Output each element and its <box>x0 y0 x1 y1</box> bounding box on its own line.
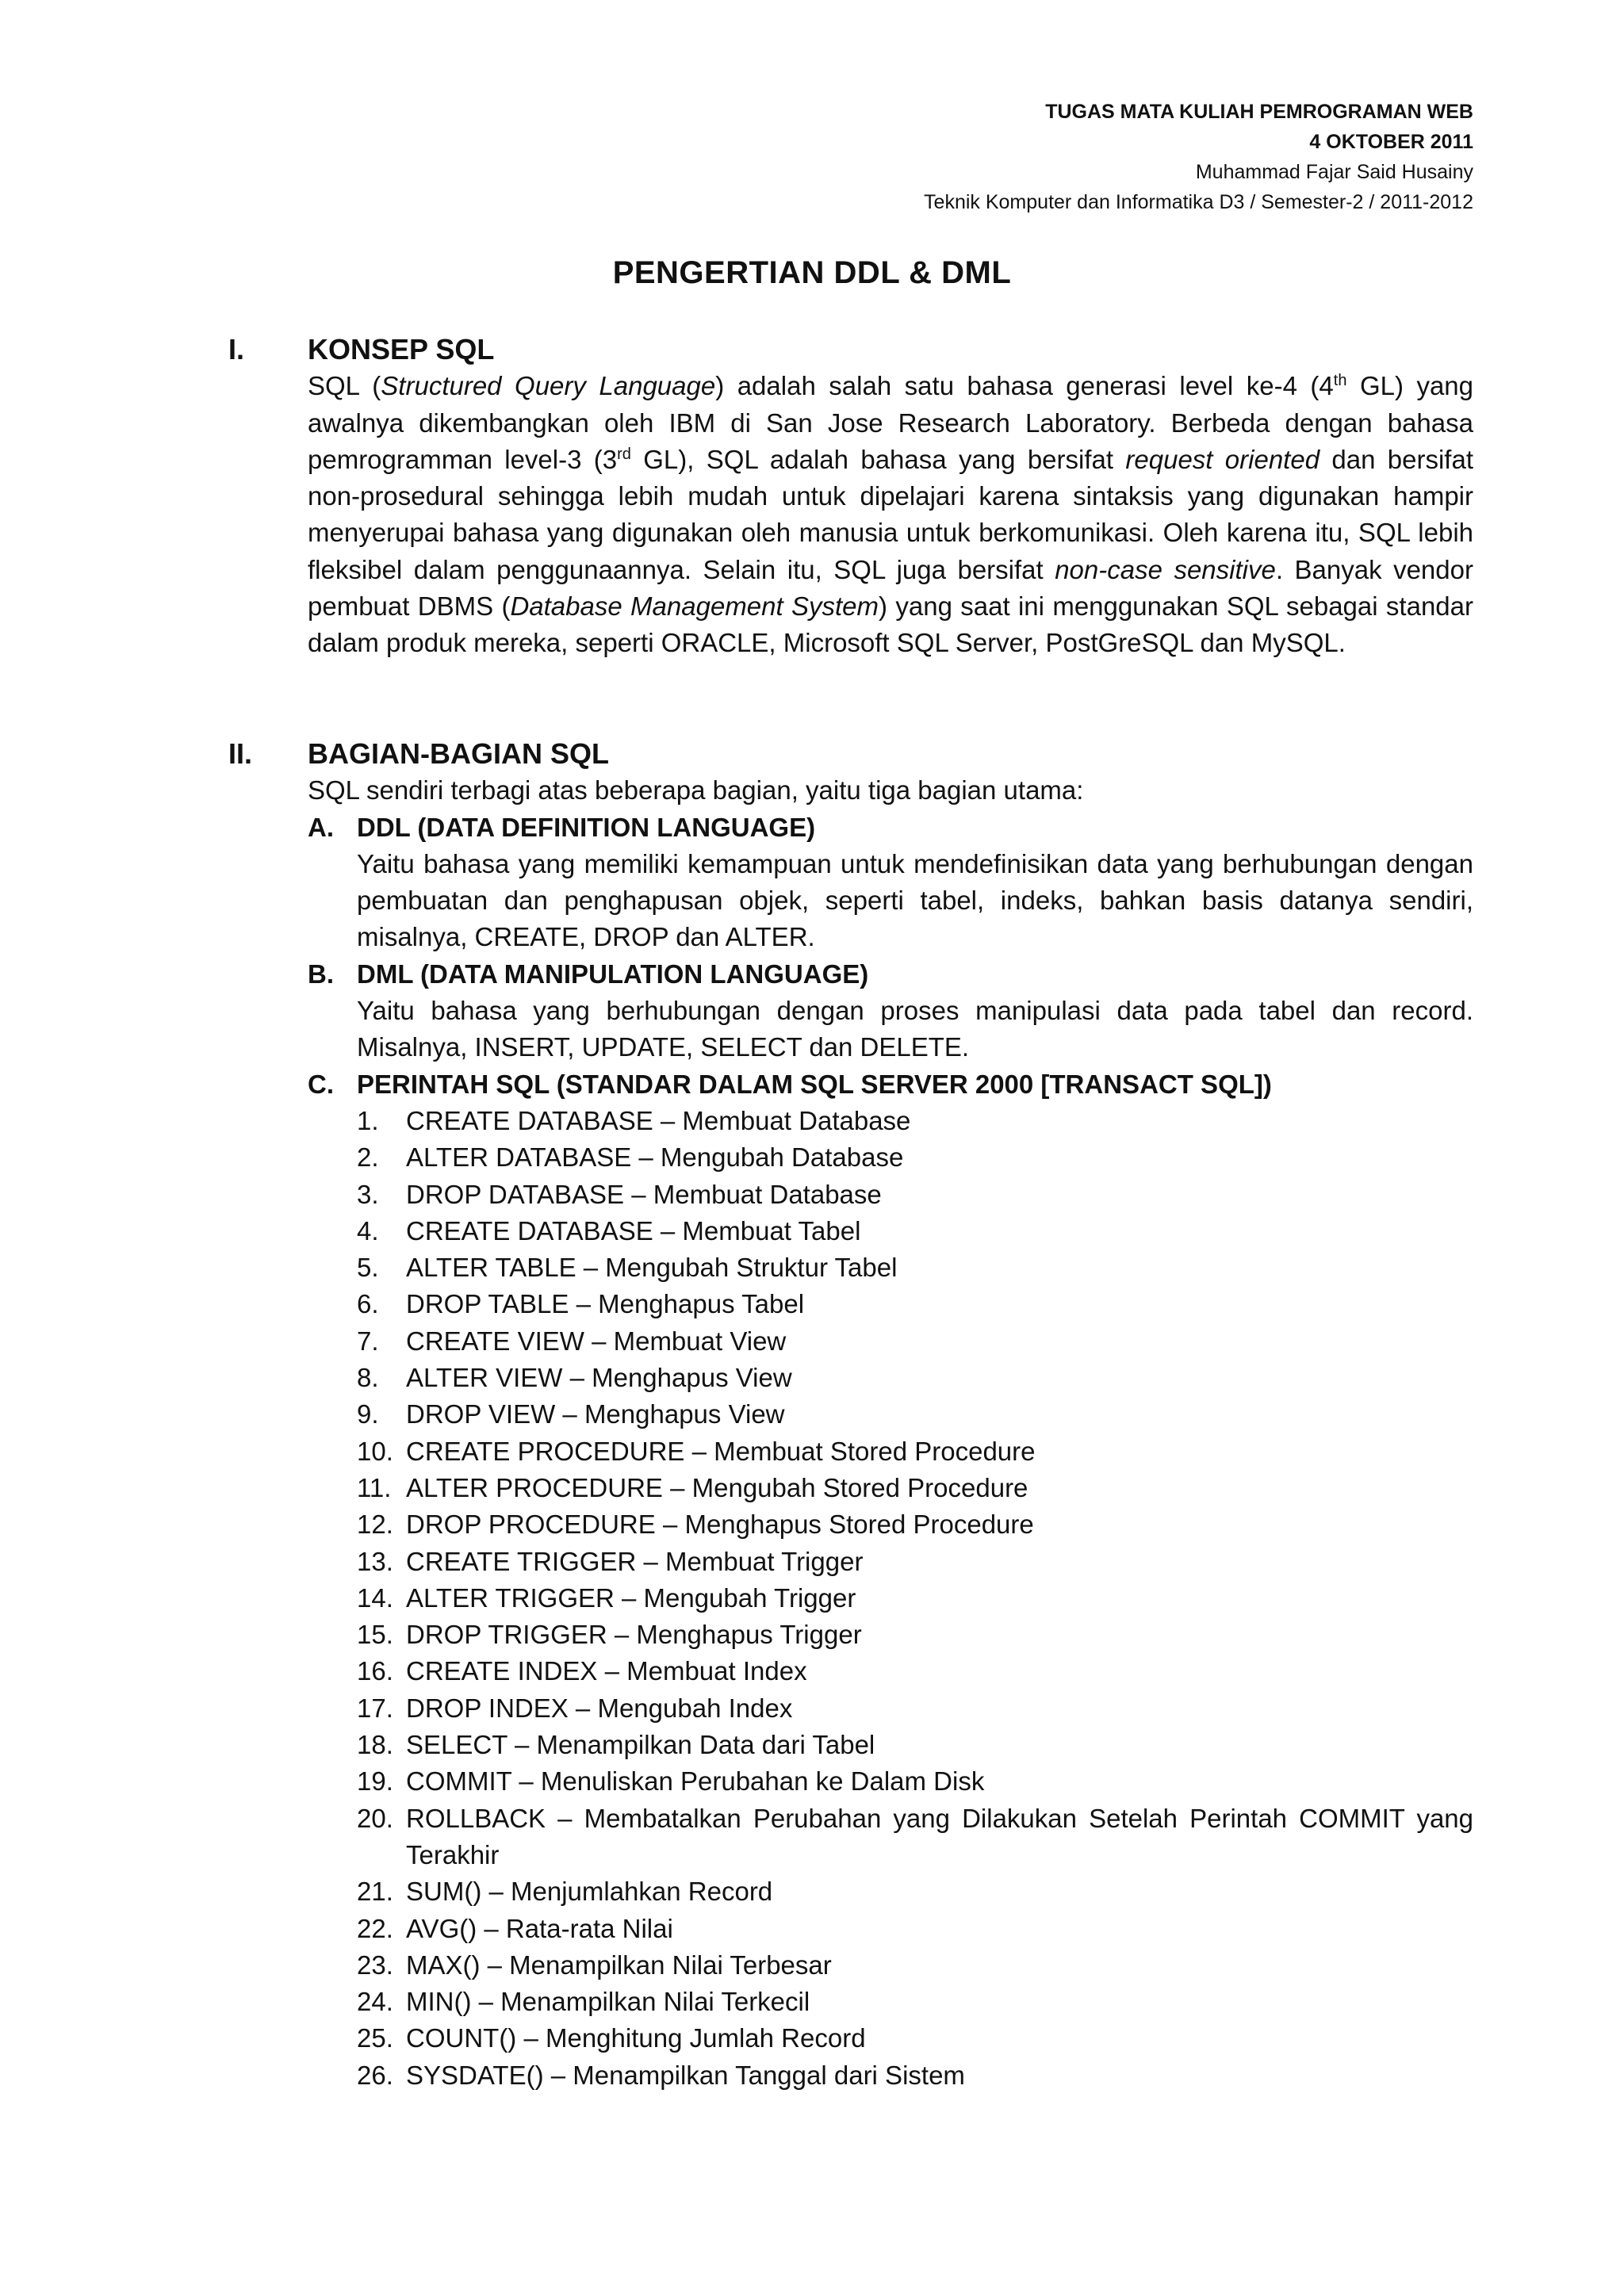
list-item-number: 10. <box>357 1436 393 1466</box>
list-item <box>357 1984 1473 2020</box>
list-item-number: 9. <box>357 1399 379 1429</box>
sql-command-list <box>357 1103 1473 2094</box>
list-item <box>357 2057 1473 2094</box>
subsection-perintah-sql <box>308 1066 1473 2094</box>
course-title: TUGAS MATA KULIAH PEMROGRAMAN WEB <box>1045 101 1473 123</box>
list-item <box>357 1470 1473 1506</box>
author-name: Muhammad Fajar Said Husainy <box>1195 161 1473 183</box>
section-intro: SQL sendiri terbagi atas beberapa bagian, yaitu tiga bagian utama: <box>308 775 1084 806</box>
subsection-heading: PERINTAH SQL (STANDAR DALAM SQL SERVER 2000 [TRANSACT SQL]) <box>357 1069 1272 1099</box>
subsection-heading: DML (DATA MANIPULATION LANGUAGE) <box>357 959 869 989</box>
list-item <box>357 1177 1473 1213</box>
list-item <box>357 1433 1473 1470</box>
list-item-number: 11. <box>357 1472 392 1502</box>
list-item-number: 13. <box>357 1546 393 1576</box>
section-heading: KONSEP SQL <box>308 333 495 365</box>
document-date: 4 OKTOBER 2011 <box>1309 131 1473 153</box>
list-item-text: ALTER DATABASE – Mengubah Database <box>406 1142 904 1173</box>
list-item-number: 8. <box>357 1363 379 1393</box>
list-item-number: 21. <box>357 1877 393 1907</box>
section-number: II. <box>228 737 253 770</box>
list-item-text: DROP DATABASE – Membuat Database <box>406 1179 882 1209</box>
list-item-number: 16. <box>357 1656 393 1686</box>
list-item <box>357 1873 1473 1910</box>
list-item <box>357 1763 1473 1800</box>
list-item-text: ALTER TABLE – Mengubah Struktur Tabel <box>406 1253 898 1283</box>
subsection-dml <box>308 956 1473 1066</box>
list-item-text: COUNT() – Menghitung Jumlah Record <box>406 2023 866 2053</box>
list-item-text: SUM() – Menjumlahkan Record <box>406 1877 773 1907</box>
list-item <box>357 1617 1473 1653</box>
list-item-text: SELECT – Menampilkan Data dari Tabel <box>406 1730 875 1760</box>
subsection-text: Yaitu bahasa yang memiliki kemampuan untuk mendefinisikan data yang berhubungan dengan pembuatan dan penghapusan objek, seperti tabel, indeks, bahkan basis datanya sendiri, misalnya, CREATE, DROP dan ALTER. <box>357 848 1473 952</box>
list-item <box>357 1139 1473 1176</box>
subsection-heading: DDL (DATA DEFINITION LANGUAGE) <box>357 812 816 842</box>
section-konsep-sql <box>228 331 1473 662</box>
list-item <box>357 1653 1473 1689</box>
list-item-number: 15. <box>357 1620 393 1650</box>
list-item-number: 22. <box>357 1913 393 1943</box>
section-bagian-sql <box>228 736 1473 2094</box>
list-item-text: ROLLBACK – Membatalkan Perubahan yang Dilakukan Setelah Perintah COMMIT yang Terakhir <box>406 1803 1473 1869</box>
page-title: PENGERTIAN DDL & DML <box>612 255 1012 290</box>
section-paragraph: SQL (Structured Query Language) adalah salah satu bahasa generasi level ke-4 (4th GL) yang awalnya dikembangkan oleh IBM di San Jose Research Laboratory. Berbeda dengan bahasa pemrogramman level-3 (3rd GL), SQL adalah bahasa yang bersifat request oriented dan bersifat non-prosedural sehingga lebih mudah untuk dipelajari karena sintaksis yang digunakan hampir menyerupai bahasa yang digunakan oleh manusia untuk berkomunikasi. Oleh karena itu, SQL lebih fleksibel dalam penggunaannya. Selain itu, SQL juga bersifat non-case sensitive. Banyak vendor pembuat DBMS (Database Management System) yang saat ini menggunakan SQL sebagai standar dalam produk mereka, seperti ORACLE, Microsoft SQL Server, PostGreSQL dan MySQL. <box>308 371 1474 658</box>
list-item-number: 14. <box>357 1582 393 1613</box>
list-item <box>357 1911 1473 1947</box>
list-item-number: 2. <box>357 1142 379 1173</box>
list-item-number: 26. <box>357 2060 393 2090</box>
list-item-text: CREATE PROCEDURE – Membuat Stored Procedure <box>406 1436 1036 1466</box>
list-item-text: DROP VIEW – Menghapus View <box>406 1399 785 1429</box>
list-item <box>357 1396 1473 1433</box>
subsection-letter: A. <box>308 812 334 842</box>
list-item-number: 3. <box>357 1179 379 1209</box>
list-item-number: 25. <box>357 2023 393 2053</box>
list-item <box>357 1360 1473 1396</box>
list-item-number: 20. <box>357 1803 393 1833</box>
list-item-number: 6. <box>357 1289 379 1319</box>
list-item-text: DROP INDEX – Mengubah Index <box>406 1693 793 1723</box>
list-item-number: 19. <box>357 1766 393 1797</box>
list-item-number: 7. <box>357 1326 379 1356</box>
list-item-text: DROP PROCEDURE – Menghapus Stored Procedure <box>406 1510 1034 1540</box>
list-item-text: CREATE DATABASE – Membuat Tabel <box>406 1215 861 1246</box>
list-item-text: CREATE VIEW – Membuat View <box>406 1326 787 1356</box>
list-item-number: 4. <box>357 1215 379 1246</box>
list-item-text: DROP TRIGGER – Menghapus Trigger <box>406 1620 862 1650</box>
list-item-text: ALTER TRIGGER – Mengubah Trigger <box>406 1582 856 1613</box>
list-item-number: 12. <box>357 1510 393 1540</box>
section-heading: BAGIAN-BAGIAN SQL <box>308 737 609 770</box>
list-item-text: AVG() – Rata-rata Nilai <box>406 1913 673 1943</box>
subsection-letter: B. <box>308 959 334 989</box>
list-item-number: 18. <box>357 1730 393 1760</box>
list-item <box>357 1544 1473 1580</box>
subsection-letter: C. <box>308 1069 334 1099</box>
list-item-number: 1. <box>357 1105 379 1135</box>
list-item <box>357 2020 1473 2057</box>
list-item <box>357 1213 1473 1249</box>
list-item-number: 23. <box>357 1950 393 1980</box>
list-item-number: 17. <box>357 1693 393 1723</box>
list-item-text: MIN() – Menampilkan Nilai Terkecil <box>406 1987 810 2017</box>
list-item-number: 5. <box>357 1253 379 1283</box>
list-item-text: CREATE TRIGGER – Membuat Trigger <box>406 1546 864 1576</box>
list-item <box>357 1323 1473 1360</box>
study-program: Teknik Komputer dan Informatika D3 / Semester-2 / 2011-2012 <box>924 191 1473 213</box>
section-number: I. <box>228 333 245 365</box>
list-item-text: CREATE DATABASE – Membuat Database <box>406 1105 911 1135</box>
list-item-text: ALTER PROCEDURE – Mengubah Stored Procedure <box>406 1472 1028 1502</box>
subsection-ddl <box>308 809 1473 956</box>
list-item-text: ALTER VIEW – Menghapus View <box>406 1363 792 1393</box>
list-item-text: MAX() – Menampilkan Nilai Terbesar <box>406 1950 832 1980</box>
list-item <box>357 1690 1473 1727</box>
list-item-text: CREATE INDEX – Membuat Index <box>406 1656 807 1686</box>
list-item <box>357 1800 1473 1874</box>
list-item-text: COMMIT – Menuliskan Perubahan ke Dalam Disk <box>406 1766 985 1797</box>
list-item-text: DROP TABLE – Menghapus Tabel <box>406 1289 805 1319</box>
subsection-text: Yaitu bahasa yang berhubungan dengan proses manipulasi data pada tabel dan record. Misalnya, INSERT, UPDATE, SELECT dan DELETE. <box>357 996 1473 1062</box>
document-header <box>924 97 1473 217</box>
list-item <box>357 1286 1473 1322</box>
list-item <box>357 1103 1473 1139</box>
list-item <box>357 1506 1473 1543</box>
list-item <box>357 1947 1473 1984</box>
list-item <box>357 1249 1473 1286</box>
list-item-number: 24. <box>357 1987 393 2017</box>
list-item-text: SYSDATE() – Menampilkan Tanggal dari Sistem <box>406 2060 965 2090</box>
list-item <box>357 1580 1473 1617</box>
list-item <box>357 1727 1473 1763</box>
